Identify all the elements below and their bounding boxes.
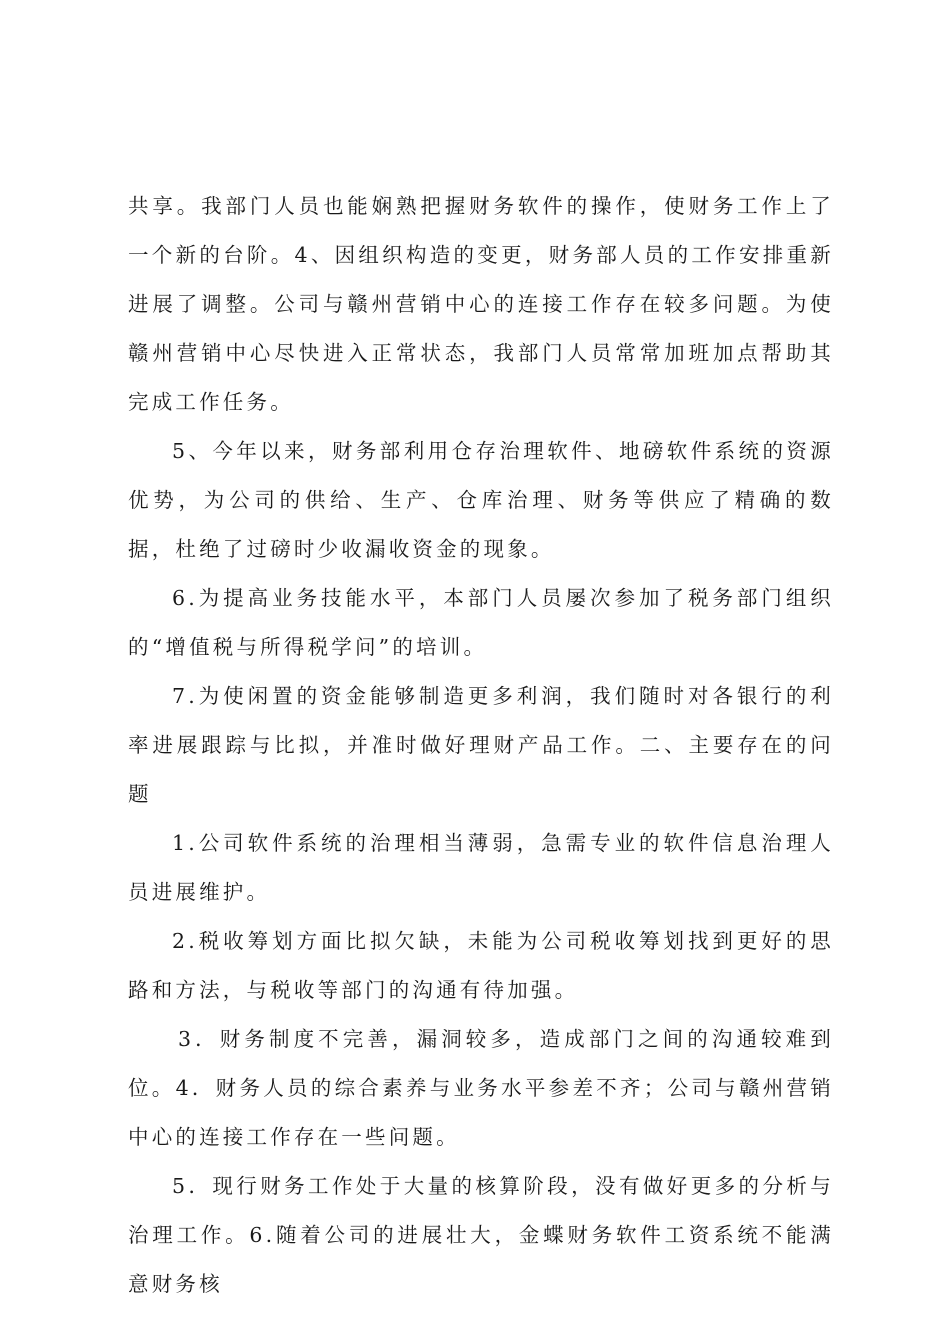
paragraph-item-7: 7.为使闲置的资金能够制造更多利润，我们随时对各银行的利率进展跟踪与比拟，并准时做好理财产品工作。二、主要存在的问题 [128,684,834,806]
paragraph-continuation: 共享。我部门人员也能娴熟把握财务软件的操作，使财务工作上了一个新的台阶。4、因组织构造的变更，财务部人员的工作安排重新进展了调整。公司与赣州营销中心的连接工作存在较多问题。为使赣州营销中心尽快进入正常状态，我部门人员常常加班加点帮助其完成工作任务。 [128,194,834,414]
paragraph-problem-5-6: 5．现行财务工作处于大量的核算阶段，没有做好更多的分析与治理工作。6.随着公司的进展壮大，金蝶财务软件工资系统不能满意财务核 [128,1174,834,1296]
document-body [128,182,834,1309]
paragraph-problem-2: 2.税收筹划方面比拟欠缺，未能为公司税收筹划找到更好的思路和方法，与税收等部门的沟通有待加强。 [128,929,834,1002]
paragraph-item-5: 5、今年以来，财务部利用仓存治理软件、地磅软件系统的资源优势，为公司的供给、生产、仓库治理、财务等供应了精确的数据，杜绝了过磅时少收漏收资金的现象。 [128,439,834,561]
paragraph-problem-1: 1.公司软件系统的治理相当薄弱，急需专业的软件信息治理人员进展维护。 [128,831,834,904]
paragraph-item-6: 6.为提高业务技能水平，本部门人员屡次参加了税务部门组织的“增值税与所得税学问”的培训。 [128,586,834,659]
paragraph-problem-3-4: 3．财务制度不完善，漏洞较多，造成部门之间的沟通较难到位。4．财务人员的综合素养与业务水平参差不齐；公司与赣州营销中心的连接工作存在一些问题。 [128,1027,834,1149]
